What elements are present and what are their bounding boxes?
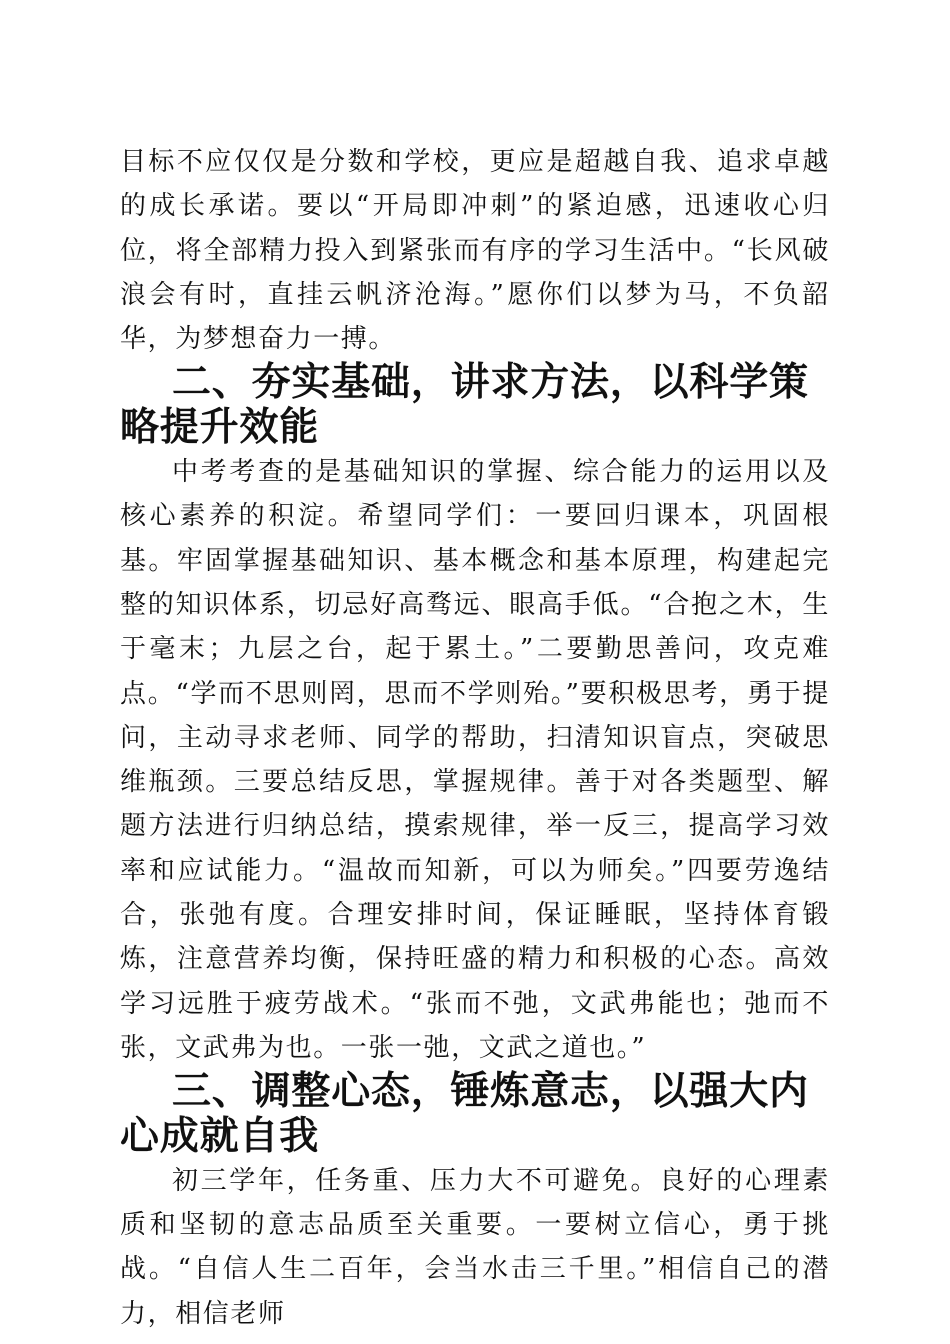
section-heading-three: 三、调整心态，锤炼意志，以强大内心成就自我 <box>120 1069 809 1159</box>
section-heading-two: 二、夯实基础，讲求方法，以科学策略提升效能 <box>120 360 809 450</box>
paragraph-foundation-methods: 中考考查的是基础知识的掌握、综合能力的运用以及核心素养的积淀。希望同学们：一要回归课本，巩固根基。牢固掌握基础知识、基本概念和基本原理，构建起完整的知识体系，切忌好高骛远、眼高手低。“合抱之木，生于毫末；九层之台，起于累土。”二要勤思善问，攻克难点。“学而不思则罔，思而不学则殆。”要积极思考，勇于提问，主动寻求老师、同学的帮助，扫清知识盲点，突破思维瓶颈。三要总结反思，掌握规律。善于对各类题型、解题方法进行归纳总结，摸索规律，举一反三，提高学习效率和应试能力。“温故而知新，可以为师矣。”四要劳逸结合，张弛有度。合理安排时间，保证睡眠，坚持体育锻炼，注意营养均衡，保持旺盛的精力和积极的心态。高效学习远胜于疲劳战术。“张而不弛，文武弗能也；弛而不张，文武弗为也。一张一弛，文武之道也。” <box>120 457 830 1063</box>
paragraph-continued-goal: 目标不应仅仅是分数和学校，更应是超越自我、追求卓越的成长承诺。要以“开局即冲刺”的紧迫感，迅速收心归位，将全部精力投入到紧张而有序的学习生活中。“长风破浪会有时，直挂云帆济沧海。”愿你们以梦为马，不负韶华，为梦想奋力一搏。 <box>120 147 830 355</box>
paragraph-mindset: 初三学年，任务重、压力大不可避免。良好的心理素质和坚韧的意志品质至关重要。一要树立信心，勇于挑战。“自信人生二百年，会当水击三千里。”相信自己的潜力，相信老师 <box>120 1165 830 1329</box>
document-body <box>120 140 830 1336</box>
